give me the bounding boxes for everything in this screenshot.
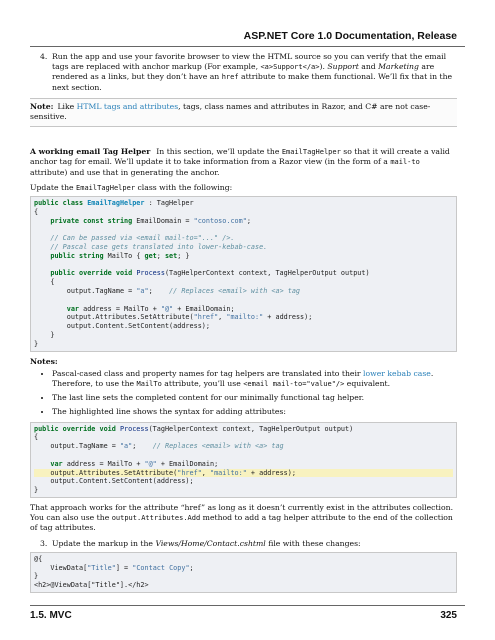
lower-kebab-case-link[interactable]: lower kebab case: [363, 368, 431, 378]
notes-list: [30, 369, 457, 418]
section-intro: A working email Tag Helper In this section, we’ll update the EmailTagHelper so that it will create a valid anchor tag for email. We’ll update it to take information from a Razor view (in the form of a mail-to attribute) and use that in generating the anchor.: [30, 147, 450, 177]
step-3-text: Update the markup in the Views/Home/Contact.cshtml file with these changes:: [52, 538, 361, 548]
list-item: • Pascal-cased class and property names for tag helpers are translated into their lower kebab case. Therefore, to use the MailTo attribute, you’ll use <email mail-to="value"/> equivalent.: [52, 369, 457, 389]
step-number: 3.: [40, 538, 48, 548]
footer-section: 1.5. MVC: [30, 610, 72, 621]
page-number: 325: [440, 610, 457, 621]
note-box: Note: Like HTML tags and attributes, tags, class names and attributes in Razor, and C# are not case-sensitive.: [30, 98, 457, 127]
page-body: [30, 52, 457, 596]
update-instruction: Update the EmailTagHelper class with the following:: [30, 182, 233, 192]
step-number: 4.: [40, 52, 48, 61]
header-rule: [30, 46, 465, 47]
html-tags-link[interactable]: HTML tags and attributes: [76, 101, 179, 111]
code-block-process: public override void Process(TagHelperContext context, TagHelperOutput output) { output.TagName = "a"; // Replaces <email> with <a> tag var address = MailTo + "@" + EmailDomain; output.Attributes.SetAttribute("href", "mailto:" + address); output.Content.SetContent(address); }: [30, 422, 457, 498]
highlighted-line: output.Attributes.SetAttribute("href", "mailto:" + address);: [34, 469, 453, 478]
running-header: ASP.NET Core 1.0 Documentation, Release: [243, 30, 457, 42]
section-title: A working email Tag Helper: [30, 147, 151, 157]
notes-heading: Notes:: [30, 356, 58, 366]
list-item: • The last line sets the completed content for our minimally functional tag helper.: [52, 393, 457, 403]
list-item: • The highlighted line shows the syntax for adding attributes:: [52, 407, 457, 417]
step-4: [40, 52, 457, 93]
step-4-text: Run the app and use your favorite browser to view the HTML source so you can verify that the email tags are replaced with anchor markup (For example, <a>Support</a>). Support and Marketing are rendered as a links, but they don’t have an href attribute to make them functional. We’ll fix that in the next section.: [52, 52, 453, 92]
note-label: Note:: [30, 101, 54, 111]
approach-paragraph: That approach works for the attribute “href” as long as it doesn’t currently exist in the attributes collection. You can also use the output.Attributes.Add method to add a tag helper attribute to the end of the collection of tag attributes.: [30, 502, 454, 533]
code-block-contact-view: @{ ViewData["Title"] = "Contact Copy"; } <h2>@ViewData["Title"].</h2>: [30, 552, 457, 593]
code-block-email-tag-helper: public class EmailTagHelper : TagHelper { private const string EmailDomain = "contoso.com"; // Can be passed via <email mail-to="..." />. // Pascal case gets translated into lower-kebab-case. public string MailTo { get; set; } public override void Process(TagHelperContext context, TagHelperOutput output) { output.TagName = "a"; // Replaces <email> with <a> tag var address = MailTo + "@" + EmailDomain; output.Attributes.SetAttribute("href", "mailto:" + address); output.Content.SetContent(address); } }: [30, 196, 457, 352]
footer-rule: [30, 605, 465, 606]
step-3: [40, 539, 457, 549]
